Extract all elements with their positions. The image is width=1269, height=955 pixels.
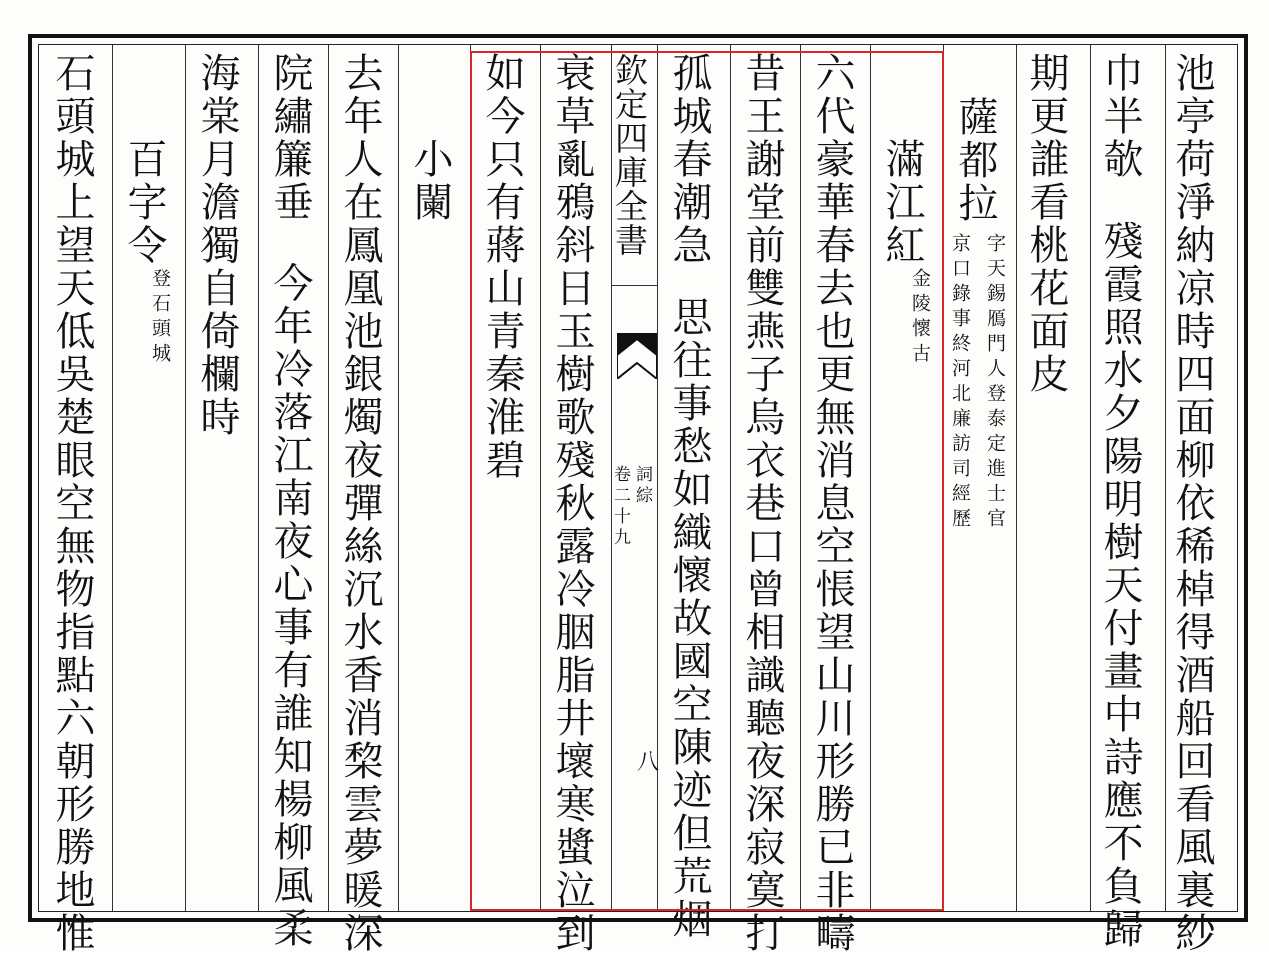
column-rule [112,45,113,911]
page-number: 八 [637,750,660,775]
tune-title-xiaolan: 小闌 [407,138,453,224]
author-note-b: 京口錄事終河北廉訪司經歷 [949,233,971,533]
text-column-14: 海棠月澹獨自倚欄時 [194,52,240,439]
banner-divider [611,285,657,286]
banner-section-a: 詞綜 [632,465,652,507]
column-rule [540,45,541,911]
author-name: 薩都拉 [952,96,998,225]
author-note-a: 字天錫鴈門人登泰定進士官 [984,233,1006,533]
fish-tail-mark-icon [617,333,657,379]
text-column-6: 六代豪華春去也更無消息空悵望山川形勝已非疇 [809,52,855,955]
text-column-13-body: 今年冷落江南夜心事有誰知楊柳風柔 [267,262,313,950]
text-column-7: 昔王謝堂前雙燕子烏衣巷口曾相識聽夜深寂寞打 [739,52,785,955]
column-rule [1016,45,1017,911]
text-column-1: 池亭荷淨納凉時四面柳依稀棹得酒船回看風裏紗 [1169,52,1215,955]
column-rule [657,45,658,911]
column-rule [1090,45,1091,911]
column-rule [470,45,471,911]
banner-title: 欽定四庫全書 [610,53,649,257]
text-column-9: 衰草亂鴉斜日玉樹歌殘秋露冷胭脂井壞寒螿泣到 [549,52,595,955]
tune-title-baiziling: 百字令 [121,138,167,267]
column-rule [730,45,731,911]
column-rule [328,45,329,911]
text-column-12: 去年人在鳳凰池銀燭夜彈絲沉水香消棃雲夢暖深 [337,52,383,955]
poem-subtitle: 金陵懷古 [909,268,931,368]
column-rule [1165,45,1166,911]
tune-subtitle: 登石頭城 [149,268,171,368]
text-column-13-head: 院繡簾垂 [267,52,313,224]
text-column-3: 期更誰看桃花面皮 [1023,52,1069,396]
column-rule [870,45,871,911]
column-rule [398,45,399,911]
text-column-2-head: 巾半欹 [1097,52,1143,181]
column-rule [185,45,186,911]
text-column-10: 如今只有蔣山青秦淮碧 [479,52,525,482]
text-column-2-body: 殘霞照水夕陽明樹天付畫中詩應不負歸 [1097,220,1143,951]
text-column-16: 石頭城上望天低吳楚眼空無物指點六朝形勝地惟 [49,52,95,955]
center-banner [610,45,660,911]
text-column-8-body: 思往事愁如織懷故國空陳迹但荒烟 [666,296,712,941]
column-rule [258,45,259,911]
text-column-8-head: 孤城春潮急 [666,52,712,267]
banner-section-b: 卷二十九 [610,465,630,549]
column-rule [943,45,944,911]
column-rule [800,45,801,911]
poem-title: 滿江紅 [879,138,925,267]
